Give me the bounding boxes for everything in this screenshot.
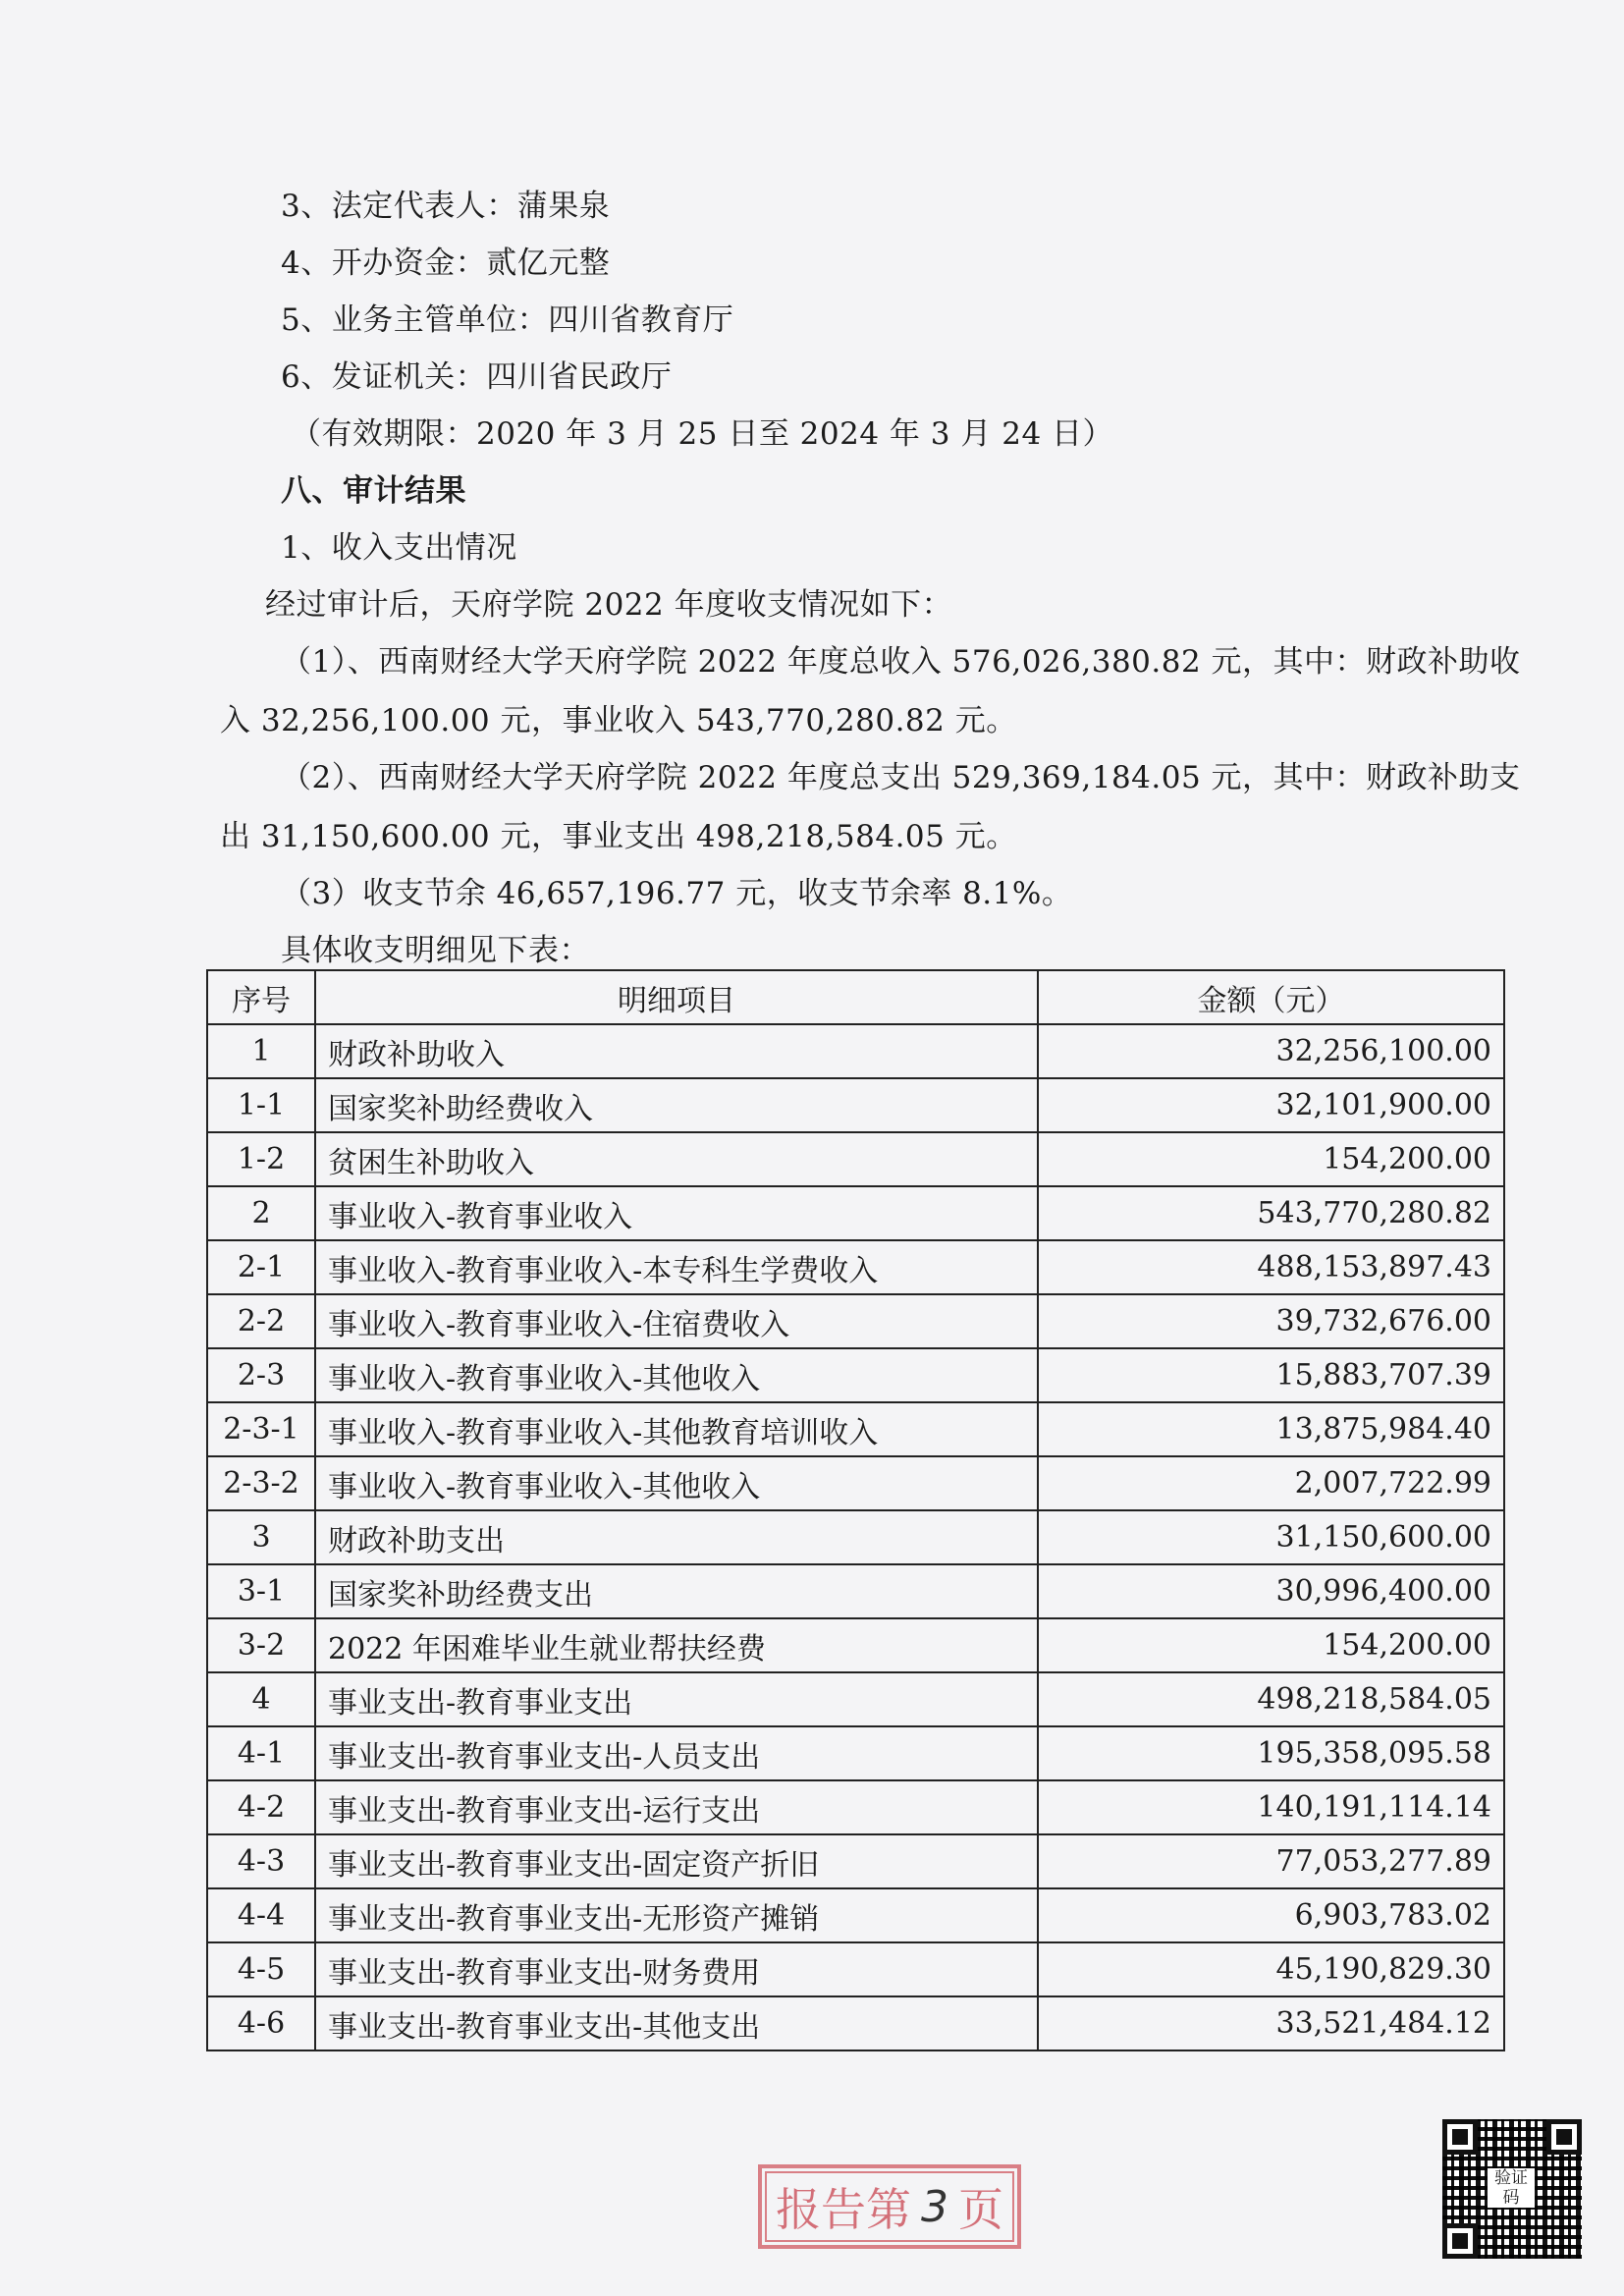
row-item: 国家奖补助经费支出 — [315, 1564, 1038, 1618]
table-row — [207, 1186, 1504, 1240]
row-amount: 39,732,676.00 — [1038, 1294, 1504, 1348]
row-number: 3-2 — [207, 1618, 315, 1672]
header-no: 序号 — [207, 970, 315, 1024]
row-amount: 154,200.00 — [1038, 1132, 1504, 1186]
validity-period: （有效期限：2020 年 3 月 25 日至 2024 年 3 月 24 日） — [291, 416, 1114, 452]
row-number: 2-3-1 — [207, 1402, 315, 1456]
row-number: 2-1 — [207, 1240, 315, 1294]
intro-paragraph: 经过审计后，天府学院 2022 年度收支情况如下： — [265, 587, 953, 623]
section-heading: 八、审计结果 — [281, 473, 466, 509]
supervising-unit: 5、业务主管单位：四川省教育厅 — [281, 302, 734, 338]
row-number: 3-1 — [207, 1564, 315, 1618]
row-number: 4-4 — [207, 1888, 315, 1942]
issuing-authority: 6、发证机关：四川省民政厅 — [281, 359, 673, 395]
table-row — [207, 1078, 1504, 1132]
row-amount: 2,007,722.99 — [1038, 1456, 1504, 1510]
table-row — [207, 1348, 1504, 1402]
income-paragraph-line2: 入 32,256,100.00 元，事业收入 543,770,280.82 元。 — [220, 703, 1017, 738]
table-row — [207, 1618, 1504, 1672]
row-amount: 32,256,100.00 — [1038, 1024, 1504, 1078]
stamp-prefix: 报告第 — [776, 2183, 911, 2236]
registered-capital: 4、开办资金：贰亿元整 — [281, 246, 611, 281]
table-row — [207, 1510, 1504, 1564]
row-amount: 195,358,095.58 — [1038, 1726, 1504, 1780]
row-number: 2-2 — [207, 1294, 315, 1348]
verification-qr-code — [1442, 2119, 1582, 2259]
table-row — [207, 1942, 1504, 1996]
surplus-paragraph: （3）收支节余 46,657,196.77 元，收支节余率 8.1%。 — [281, 876, 1073, 911]
row-number: 4-5 — [207, 1942, 315, 1996]
table-row — [207, 1834, 1504, 1888]
income-paragraph-line1: （1）、西南财经大学天府学院 2022 年度总收入 576,026,380.82 元，其中：财政补助收 — [281, 644, 1521, 680]
row-amount: 33,521,484.12 — [1038, 1996, 1504, 2050]
row-number: 1 — [207, 1024, 315, 1078]
row-number: 1-2 — [207, 1132, 315, 1186]
header-item: 明细项目 — [315, 970, 1038, 1024]
row-amount: 140,191,114.14 — [1038, 1780, 1504, 1834]
row-amount: 30,996,400.00 — [1038, 1564, 1504, 1618]
row-number: 4-6 — [207, 1996, 315, 2050]
row-number: 3 — [207, 1510, 315, 1564]
table-row — [207, 1132, 1504, 1186]
header-amount: 金额（元） — [1038, 970, 1504, 1024]
row-amount: 154,200.00 — [1038, 1618, 1504, 1672]
table-row — [207, 1294, 1504, 1348]
table-row — [207, 1726, 1504, 1780]
row-item: 财政补助支出 — [315, 1510, 1038, 1564]
row-amount: 543,770,280.82 — [1038, 1186, 1504, 1240]
table-row — [207, 1024, 1504, 1078]
row-item: 事业支出-教育事业支出-人员支出 — [315, 1726, 1038, 1780]
row-amount: 13,875,984.40 — [1038, 1402, 1504, 1456]
table-row — [207, 1564, 1504, 1618]
row-number: 4-1 — [207, 1726, 315, 1780]
page-number-stamp — [758, 2164, 1021, 2249]
row-item: 国家奖补助经费收入 — [315, 1078, 1038, 1132]
table-row — [207, 1780, 1504, 1834]
table-row — [207, 1402, 1504, 1456]
row-item: 事业支出-教育事业支出-运行支出 — [315, 1780, 1038, 1834]
table-row — [207, 1672, 1504, 1726]
table-row — [207, 1240, 1504, 1294]
row-amount: 45,190,829.30 — [1038, 1942, 1504, 1996]
row-number: 2 — [207, 1186, 315, 1240]
subsection-heading: 1、收入支出情况 — [281, 530, 517, 566]
page-number: 3 — [921, 2181, 948, 2232]
row-number: 4-3 — [207, 1834, 315, 1888]
row-item: 事业支出-教育事业支出-无形资产摊销 — [315, 1888, 1038, 1942]
row-item: 财政补助收入 — [315, 1024, 1038, 1078]
row-number: 4-2 — [207, 1780, 315, 1834]
row-amount: 498,218,584.05 — [1038, 1672, 1504, 1726]
row-amount: 77,053,277.89 — [1038, 1834, 1504, 1888]
qr-label — [1488, 2168, 1535, 2208]
income-expense-table — [206, 969, 1505, 2051]
expense-paragraph-line1: （2）、西南财经大学天府学院 2022 年度总支出 529,369,184.05 元，其中：财政补助支 — [281, 760, 1521, 795]
row-amount: 6,903,783.02 — [1038, 1888, 1504, 1942]
row-item: 2022 年困难毕业生就业帮扶经费 — [315, 1618, 1038, 1672]
row-number: 4 — [207, 1672, 315, 1726]
row-amount: 488,153,897.43 — [1038, 1240, 1504, 1294]
row-item: 事业支出-教育事业支出-其他支出 — [315, 1996, 1038, 2050]
row-item: 事业收入-教育事业收入-其他收入 — [315, 1456, 1038, 1510]
row-item: 贫困生补助收入 — [315, 1132, 1038, 1186]
row-number: 2-3 — [207, 1348, 315, 1402]
row-item: 事业收入-教育事业收入-其他收入 — [315, 1348, 1038, 1402]
expense-paragraph-line2: 出 31,150,600.00 元，事业支出 498,218,584.05 元。 — [220, 819, 1017, 854]
row-item: 事业收入-教育事业收入-住宿费收入 — [315, 1294, 1038, 1348]
qr-label-line2: 码 — [1502, 2188, 1520, 2208]
row-amount: 32,101,900.00 — [1038, 1078, 1504, 1132]
row-item: 事业收入-教育事业收入-本专科生学费收入 — [315, 1240, 1038, 1294]
table-row — [207, 1996, 1504, 2050]
row-number: 1-1 — [207, 1078, 315, 1132]
qr-label-line1: 验证 — [1494, 2168, 1528, 2188]
row-item: 事业收入-教育事业收入 — [315, 1186, 1038, 1240]
row-item: 事业支出-教育事业支出-财务费用 — [315, 1942, 1038, 1996]
table-row — [207, 1456, 1504, 1510]
table-row — [207, 1888, 1504, 1942]
row-amount: 15,883,707.39 — [1038, 1348, 1504, 1402]
legal-representative: 3、法定代表人：蒲果泉 — [281, 189, 611, 224]
table-header-row — [207, 970, 1504, 1024]
row-amount: 31,150,600.00 — [1038, 1510, 1504, 1564]
row-number: 2-3-2 — [207, 1456, 315, 1510]
stamp-suffix: 页 — [958, 2183, 1003, 2236]
table-intro: 具体收支明细见下表： — [281, 933, 590, 968]
row-item: 事业收入-教育事业收入-其他教育培训收入 — [315, 1402, 1038, 1456]
row-item: 事业支出-教育事业支出 — [315, 1672, 1038, 1726]
row-item: 事业支出-教育事业支出-固定资产折旧 — [315, 1834, 1038, 1888]
